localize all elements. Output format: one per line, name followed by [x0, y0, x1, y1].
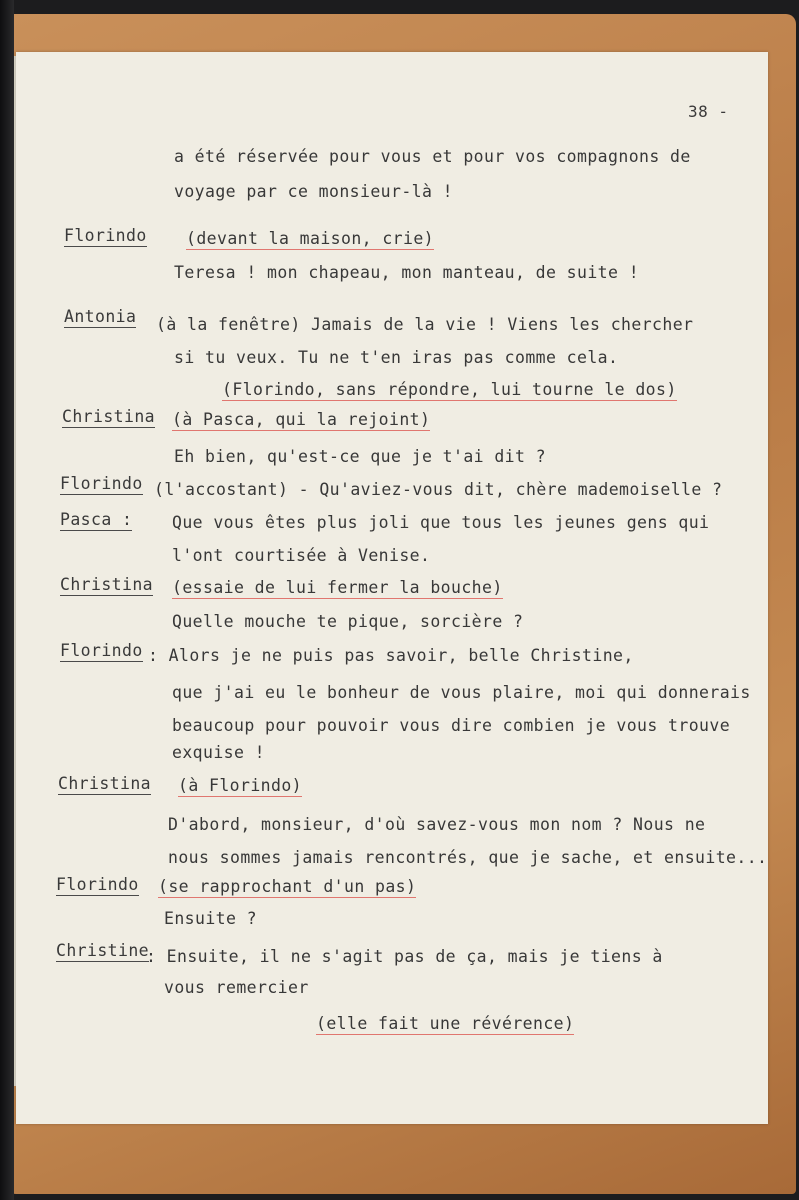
text-line: beaucoup pour pouvoir vous dire combien je vous trouve — [172, 716, 731, 735]
stage-direction: (à Pasca, qui la rejoint) — [172, 410, 431, 429]
text-line: Que vous êtes plus joli que tous les jeunes gens qui — [172, 513, 710, 532]
stage-direction: (à Florindo) — [178, 776, 303, 795]
text-line: que j'ai eu le bonheur de vous plaire, moi qui donnerais — [172, 683, 751, 702]
text-line: l'ont courtisée à Venise. — [172, 546, 431, 565]
speaker-name: Christina — [62, 407, 156, 426]
text-line: exquise ! — [172, 743, 266, 762]
text-line: nous sommes jamais rencontrés, que je sache, et ensuite... — [168, 848, 768, 867]
speaker-name: Florindo — [56, 875, 139, 894]
speaker-name: Florindo — [60, 641, 143, 660]
text-line: Eh bien, qu'est-ce que je t'ai dit ? — [174, 447, 547, 466]
text-line: D'abord, monsieur, d'où savez-vous mon nom ? Nous ne — [168, 815, 706, 834]
stage-direction: (elle fait une révérence) — [316, 1014, 575, 1033]
speaker-name: Christine — [56, 941, 150, 960]
speaker-name: Christina — [60, 575, 154, 594]
speaker-name: Pasca : — [60, 510, 133, 529]
page-number: 38 - — [688, 102, 729, 121]
text-line: si tu veux. Tu ne t'en iras pas comme cela. — [174, 348, 619, 367]
text-line: (l'accostant) - Qu'aviez-vous dit, chère mademoiselle ? — [154, 480, 723, 499]
text-line: : Ensuite, il ne s'agit pas de ça, mais je tiens à — [146, 947, 663, 966]
stage-direction: (Florindo, sans répondre, lui tourne le dos) — [222, 380, 677, 399]
stage-direction: (devant la maison, crie) — [186, 229, 435, 248]
text-line: Ensuite ? — [164, 909, 258, 928]
binder-spine — [0, 0, 14, 1200]
text-line: (à la fenêtre) Jamais de la vie ! Viens les chercher — [156, 315, 694, 334]
speaker-name: Florindo — [64, 226, 147, 245]
text-line: voyage par ce monsieur-là ! — [174, 182, 454, 201]
stage-direction: (se rapprochant d'un pas) — [158, 877, 417, 896]
text-line: vous remercier — [164, 978, 309, 997]
text-line: Quelle mouche te pique, sorcière ? — [172, 612, 524, 631]
stage-direction: (essaie de lui fermer la bouche) — [172, 578, 503, 597]
speaker-name: Christina — [58, 774, 152, 793]
text-line: a été réservée pour vous et pour vos compagnons de — [174, 147, 691, 166]
text-line: Teresa ! mon chapeau, mon manteau, de suite ! — [174, 263, 640, 282]
speaker-name: Antonia — [64, 307, 137, 326]
text-line: : Alors je ne puis pas savoir, belle Christine, — [148, 646, 634, 665]
speaker-name: Florindo — [60, 474, 143, 493]
